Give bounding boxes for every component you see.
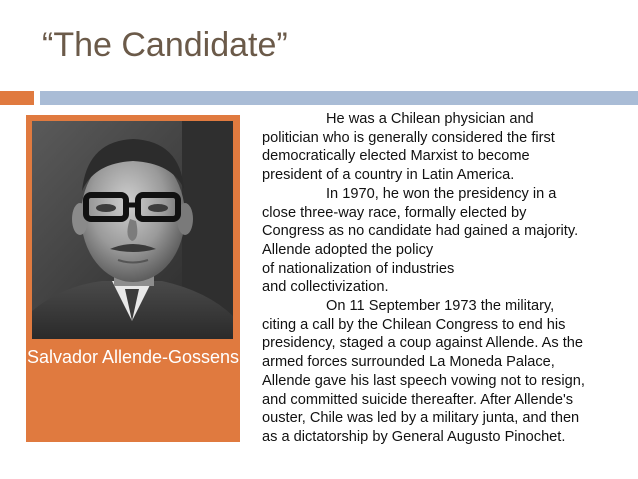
portrait-illustration [32,121,233,339]
body-text [262,110,592,479]
paragraph-intro: He was a Chilean physician and politician who is generally considered the first democratically elected Marxist to become president of a country in Latin America. [262,111,555,184]
title-accent-bar-orange [0,91,34,105]
paragraph-coup: On 11 September 1973 the military, citing a call by the Chilean Congress to end his presidency, staged a coup against Allende. As the armed forces surrounded La Moneda Palace, Allende gave his last speech vowing not to resign, and committed suicide thereafter. After Allende's ouster, Chile was led by a military junta, and then as a dictatorship by General Augusto Pinochet. [262,298,585,445]
portrait-photo [32,121,233,339]
photo-panel [26,115,240,442]
title-accent-bar-blue [40,91,638,105]
slide-title: “The Candidate” [42,26,288,64]
paragraph-election: In 1970, he won the presidency in a close three-way race, formally elected by Congress as no candidate had gained a majority. [262,185,579,240]
paragraph-policy-line-3: and collectivization. [262,279,389,296]
photo-caption: Salvador Allende-Gossens [26,347,240,367]
paragraph-policy-line-2: of nationalization of industries [262,260,455,277]
paragraph-policy-line-1: Allende adopted the policy [262,241,434,258]
